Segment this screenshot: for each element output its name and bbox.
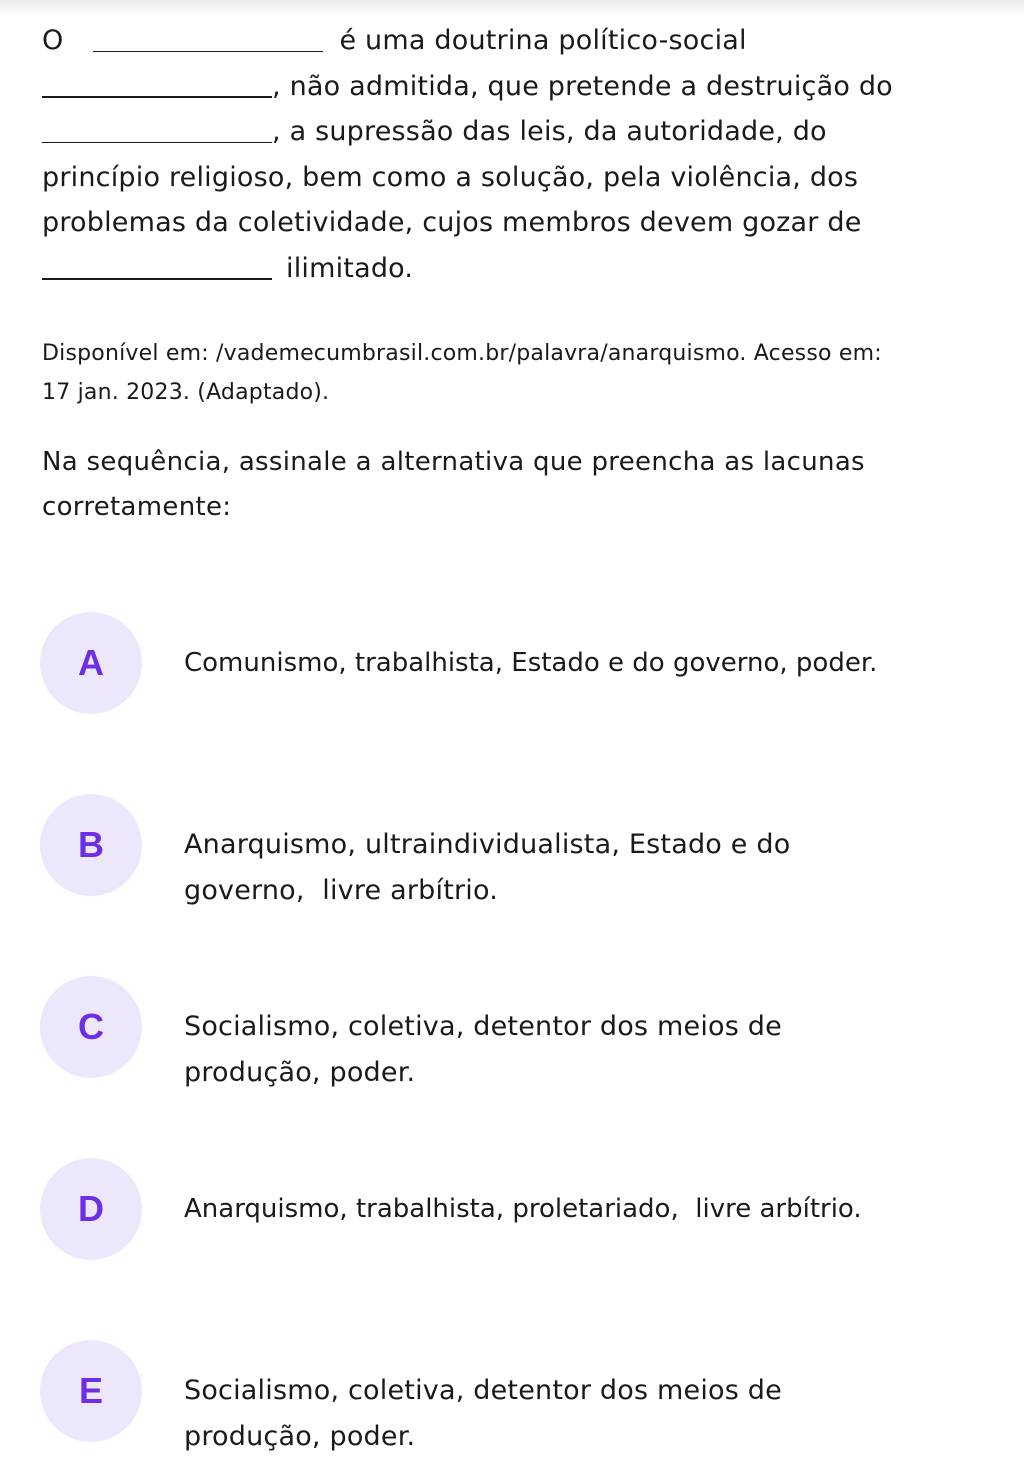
passage-text: , a supressão das leis, da autoridade, do [272,116,827,147]
passage-text: O [42,25,64,56]
option-badge[interactable] [40,612,142,714]
passage-line-5: problemas da coletividade, cujos membros devem gozar de [42,207,862,238]
option-text[interactable] [184,822,1010,914]
option-letter: C [78,1006,104,1047]
blank-2 [42,96,272,98]
option-text[interactable] [184,640,1010,686]
option-badge[interactable] [40,976,142,1078]
passage-text: é uma doutrina político-social [339,25,747,56]
option-letter: D [78,1188,104,1229]
option-c[interactable] [40,976,1010,1088]
option-badge[interactable] [40,1158,142,1260]
option-text[interactable] [184,1368,1010,1460]
blank-1 [93,51,323,53]
passage-line-6 [42,246,1002,292]
option-letter: A [78,642,104,683]
passage-line-2 [42,64,1002,110]
option-text-line-1: Socialismo, coletiva, detentor dos meios de [184,1375,782,1406]
option-text-line-2: produção, poder. [184,1057,416,1088]
prompt-line-1: Na sequência, assinale a alternativa que preencha as lacunas [42,447,865,477]
top-edge-shadow [0,0,1024,16]
option-letter: E [78,1370,103,1411]
passage-line-4: princípio religioso, bem como a solução, pela violência, dos [42,161,859,193]
option-text-line-2: produção, poder. [184,1421,416,1452]
option-d[interactable] [40,1158,1010,1260]
option-text[interactable] [184,1004,1010,1096]
prompt-line-2: corretamente: [42,492,232,522]
option-letter: B [78,824,104,865]
source-line-2: 17 jan. 2023. (Adaptado). [42,380,330,405]
question-prompt [42,440,1002,530]
option-text-line-2: governo, livre arbítrio. [184,875,499,906]
source-line-1: Disponível em: /vademecumbrasil.com.br/palavra/anarquismo. Acesso em: [42,341,882,366]
blank-3 [42,142,272,144]
source-citation [42,334,1002,412]
option-text-line-1: Anarquismo, ultraindividualista, Estado e do [184,829,791,860]
option-text-line-1: Socialismo, coletiva, detentor dos meios de [184,1011,782,1042]
passage-line-1 [42,18,1002,64]
option-badge[interactable] [40,794,142,896]
passage-text: ilimitado. [286,252,414,284]
option-b[interactable] [40,794,1010,906]
option-a[interactable] [40,612,1010,714]
passage-text: , não admitida, que pretende a destruição do [272,70,893,102]
option-text[interactable] [184,1186,1010,1232]
option-text-line-1: Comunismo, trabalhista, Estado e do governo, poder. [184,648,878,678]
option-text-line-1: Anarquismo, trabalhista, proletariado, livre arbítrio. [184,1194,862,1224]
blank-4 [42,278,272,280]
passage-line-3 [42,109,1002,155]
option-badge[interactable] [40,1340,142,1442]
question-passage [42,18,1002,291]
option-e[interactable] [40,1340,1010,1452]
